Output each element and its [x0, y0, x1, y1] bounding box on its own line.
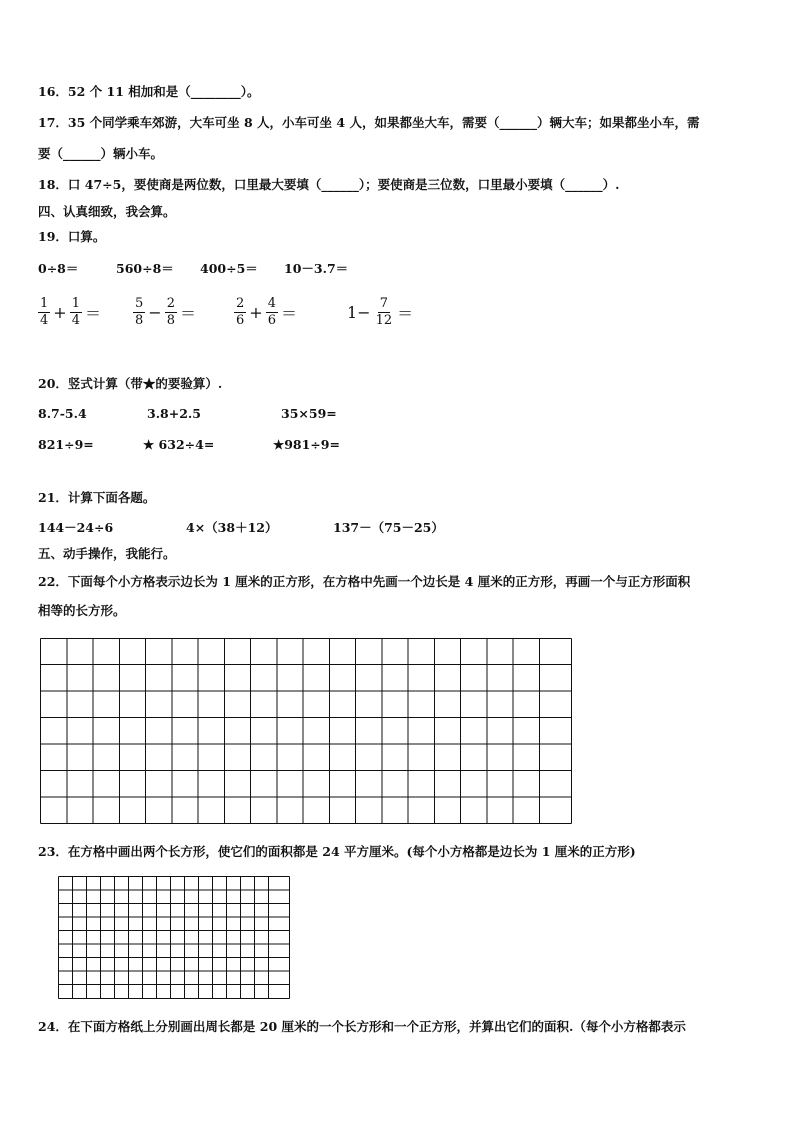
section-5-heading: 五、动手操作，我能行。: [38, 546, 176, 561]
q21-item-3: 137－（75－25）: [333, 520, 444, 535]
q20-item-6: ★981÷9=: [273, 437, 340, 452]
q19-fraction-expr-c: 2 6 + $\frac{4}{6}$ ＝: [236, 296, 297, 328]
q20-item-2: 3.8+2.5: [147, 406, 201, 421]
q24: 24．在下面方格纸上分别画出周长都是 20 厘米的一个长方形和一个正方形，并算出它们的面积.（每个小方格都表示: [38, 1019, 686, 1034]
q19-fraction-expr-a: 1 4 + $\frac{1}{4}$ ＝: [40, 296, 101, 328]
q22-line1: 22．下面每个小方格表示边长为 1 厘米的正方形，在方格中先画一个边长是 4 厘米的正方形，再画一个与正方形面积: [38, 574, 691, 589]
q19-item-4: 10－3.7＝: [284, 261, 349, 276]
q21: 21．计算下面各题。: [38, 490, 156, 505]
q21-item-1: 144－24÷6: [38, 520, 114, 535]
q18: 18．口 47÷5，要使商是两位数，口里最大要填（______）；要使商是三位数，口里最小要填（______）.: [38, 177, 620, 192]
q19-fraction-expr-b: 5 8 − $\frac{2}{8}$ ＝: [135, 296, 196, 328]
q19: 19．口算。: [38, 229, 106, 244]
fraction: $\frac{4}{6}$: [267, 296, 276, 328]
q20-item-3: 35×59=: [281, 406, 337, 421]
fraction: 1 4: [40, 296, 49, 328]
q21-item-2: 4×（38＋12）: [186, 520, 278, 535]
q20-item-4: 821÷9=: [38, 437, 94, 452]
q22-line2: 相等的长方形。: [38, 603, 126, 618]
section-4-heading: 四、认真细致，我会算。: [38, 204, 176, 219]
q19-item-3: 400÷5＝: [200, 261, 258, 276]
fraction: $\frac{7}{12}$: [375, 296, 393, 328]
fraction: 5 8: [135, 296, 144, 328]
q17-line2: 要（______）辆小车。: [38, 146, 164, 161]
q20-item-5: ★ 632÷4=: [143, 437, 215, 452]
q17-line1: 17．35 个同学乘车郊游，大车可坐 8 人，小车可坐 4 人，如果都坐大车，需要（______）辆大车；如果都坐小车，需: [38, 115, 700, 130]
q22-grid[interactable]: [40, 638, 572, 824]
q19-item-2: 560÷8＝: [116, 261, 174, 276]
fraction: 2 6: [236, 296, 245, 328]
q19-fraction-expr-d: 1− $\frac{7}{12}$ ＝: [347, 296, 414, 328]
fraction: $\frac{1}{4}$: [71, 296, 80, 328]
q19-item-1: 0÷8＝: [38, 261, 79, 276]
q20: 20．竖式计算（带★的要验算）.: [38, 376, 223, 391]
q23-grid[interactable]: [58, 876, 290, 999]
q16: 16．52 个 11 相加和是（________）。: [38, 84, 260, 99]
q23: 23．在方格中画出两个长方形，使它们的面积都是 24 平方厘米。(每个小方格都是边长为 1 厘米的正方形): [38, 844, 636, 859]
fraction: $\frac{2}{8}$: [166, 296, 175, 328]
q20-item-1: 8.7-5.4: [38, 406, 87, 421]
